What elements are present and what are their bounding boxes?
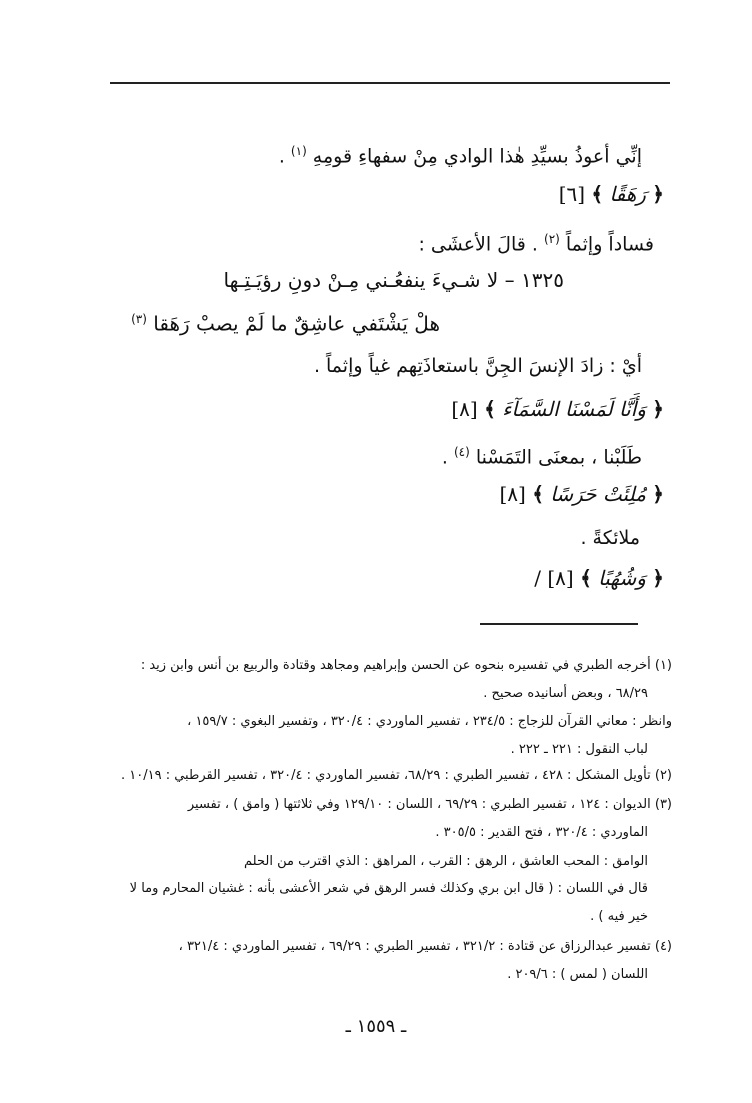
page-number: ـ ١٥٥٩ ـ — [345, 1016, 407, 1037]
text-line-1 — [279, 137, 642, 170]
footnote-3-line-e: خير فيه ) . — [590, 909, 648, 924]
verse-open-bracket: ﴿ — [652, 482, 664, 506]
verse-word: وَأَنَّا لَمَسْنَا السَّمَآءَ — [502, 397, 646, 421]
footnote-3-line-d: قال في اللسان : ( قال ابن بري وكذلك فسر الرهق في شعر الأعشى بأنه : غشيان المحارم وما لا — [129, 881, 648, 896]
footnote-1-line-a: (١) أخرجه الطبري في تفسيره بنحوه عن الحسن وإبراهيم ومجاهد وقتادة والربيع بن أنس وابن زيد : — [140, 658, 672, 673]
header-rule — [110, 82, 670, 84]
footnote-ref-4: (٤) — [453, 445, 470, 459]
verse-end-mark: / — [534, 566, 541, 590]
text-line-3 — [418, 225, 654, 258]
text-line-10 — [580, 524, 640, 552]
verse-word: رَهَقًا — [609, 182, 646, 206]
footnote-separator — [480, 623, 638, 625]
verse-close-bracket: ﴾ — [580, 566, 592, 590]
poem-first-text: لا شـيءَ ينفعُـني مِـنْ دونِ رؤيَـتِـها — [223, 268, 499, 292]
poem-second-text: هلْ يَشْتَفي عاشِقٌ ما لَمْ يصبْ رَهَقا — [153, 311, 440, 336]
verse-number: [٨] — [451, 397, 478, 421]
footnote-4-line-a: (٤) تفسير عبدالرزاق عن قتادة : ٣٢١/٢ ، تفسير الطبري : ٦٩/٢٩ ، تفسير الماوردي : ٣٢١/٤ ، — [178, 939, 672, 954]
verse-open-bracket: ﴿ — [652, 182, 664, 206]
verse-number: [٨] — [499, 482, 526, 506]
footnote-ref-1: (١) — [290, 144, 307, 158]
text-line-8-content: طَلَبْنا ، بمعنَى التَمَسْنا — [475, 446, 642, 469]
verse-open-bracket: ﴿ — [652, 566, 664, 590]
footnote-ref-3: (٣) — [131, 312, 147, 326]
text-line-6 — [314, 352, 642, 380]
poem-second-hemistich — [131, 305, 440, 338]
verse-line-1 — [559, 180, 664, 208]
text-line-3-content: فساداً وإثماً — [565, 233, 654, 256]
verse-word: مُلِئَتْ حَرَسًا — [550, 482, 646, 506]
verse-line-3 — [499, 480, 664, 508]
text-line-8-end: . — [441, 446, 448, 469]
text-line-10-content: ملائكةً . — [580, 527, 640, 549]
text-line-1-content: إنِّي أعوذُ بسيِّدِ هٰذا الوادي مِنْ سفهاءِ قومِهِ — [312, 145, 642, 168]
footnote-3-line-c: الوامق : المحب العاشق ، الرهق : القرب ، المراهق : الذي اقترب من الحلم — [244, 854, 648, 869]
text-line-8 — [442, 438, 642, 471]
verse-line-4 — [534, 564, 664, 592]
verse-line-2 — [451, 395, 664, 423]
footnote-3-line-b: الماوردي : ٣٢٠/٤ ، فتح القدير : ٣٠٥/٥ . — [435, 825, 648, 840]
verse-number: [٦] — [558, 182, 586, 206]
footnote-1-line-b: ٦٨/٢٩ ، وبعض أسانيده صحيح . — [483, 686, 648, 701]
footnote-1-line-d: لباب النقول : ٢٢١ ـ ٢٢٢ . — [510, 742, 648, 757]
footnote-1-line-c: وانظر : معاني القرآن للزجاج : ٢٣٤/٥ ، تفسير الماوردي : ٣٢٠/٤ ، وتفسير البغوي : ١٥٩/٧ ، — [187, 714, 672, 729]
verse-word: وَشُهُبًا — [598, 566, 646, 590]
poem-first-hemistich — [223, 266, 564, 294]
verse-open-bracket: ﴿ — [652, 397, 664, 421]
verse-close-bracket: ﴾ — [532, 482, 544, 506]
verse-number: [٨] — [547, 566, 574, 590]
verse-close-bracket: ﴾ — [591, 182, 604, 206]
text-line-3-rest: . قالَ الأعشَى : — [418, 233, 538, 256]
verse-close-bracket: ﴾ — [484, 397, 496, 421]
text-line-1-end: . — [278, 145, 285, 168]
footnote-3-line-a: (٣) الديوان : ١٢٤ ، تفسير الطبري : ٦٩/٢٩ ، اللسان : ١٢٩/١٠ وفي ثلاثتها ( وامق ) ، تفسير — [187, 797, 672, 812]
text-line-6-content: أيْ : زادَ الإنسَ الجِنَّ باستعاذَتِهم غياً وإثماً . — [313, 355, 642, 377]
footnote-4-line-b: اللسان ( لمس ) : ٢٠٩/٦ . — [507, 967, 648, 982]
footnote-2: (٢) تأويل المشكل : ٤٢٨ ، تفسير الطبري : ٦٨/٢٩، تفسير الماوردي : ٣٢٠/٤ ، تفسير القرطبي : ١٠/١٩ . — [121, 768, 672, 783]
poem-number: ١٣٢٥ – — [504, 268, 564, 292]
footnote-ref-2: (٢) — [544, 232, 560, 246]
